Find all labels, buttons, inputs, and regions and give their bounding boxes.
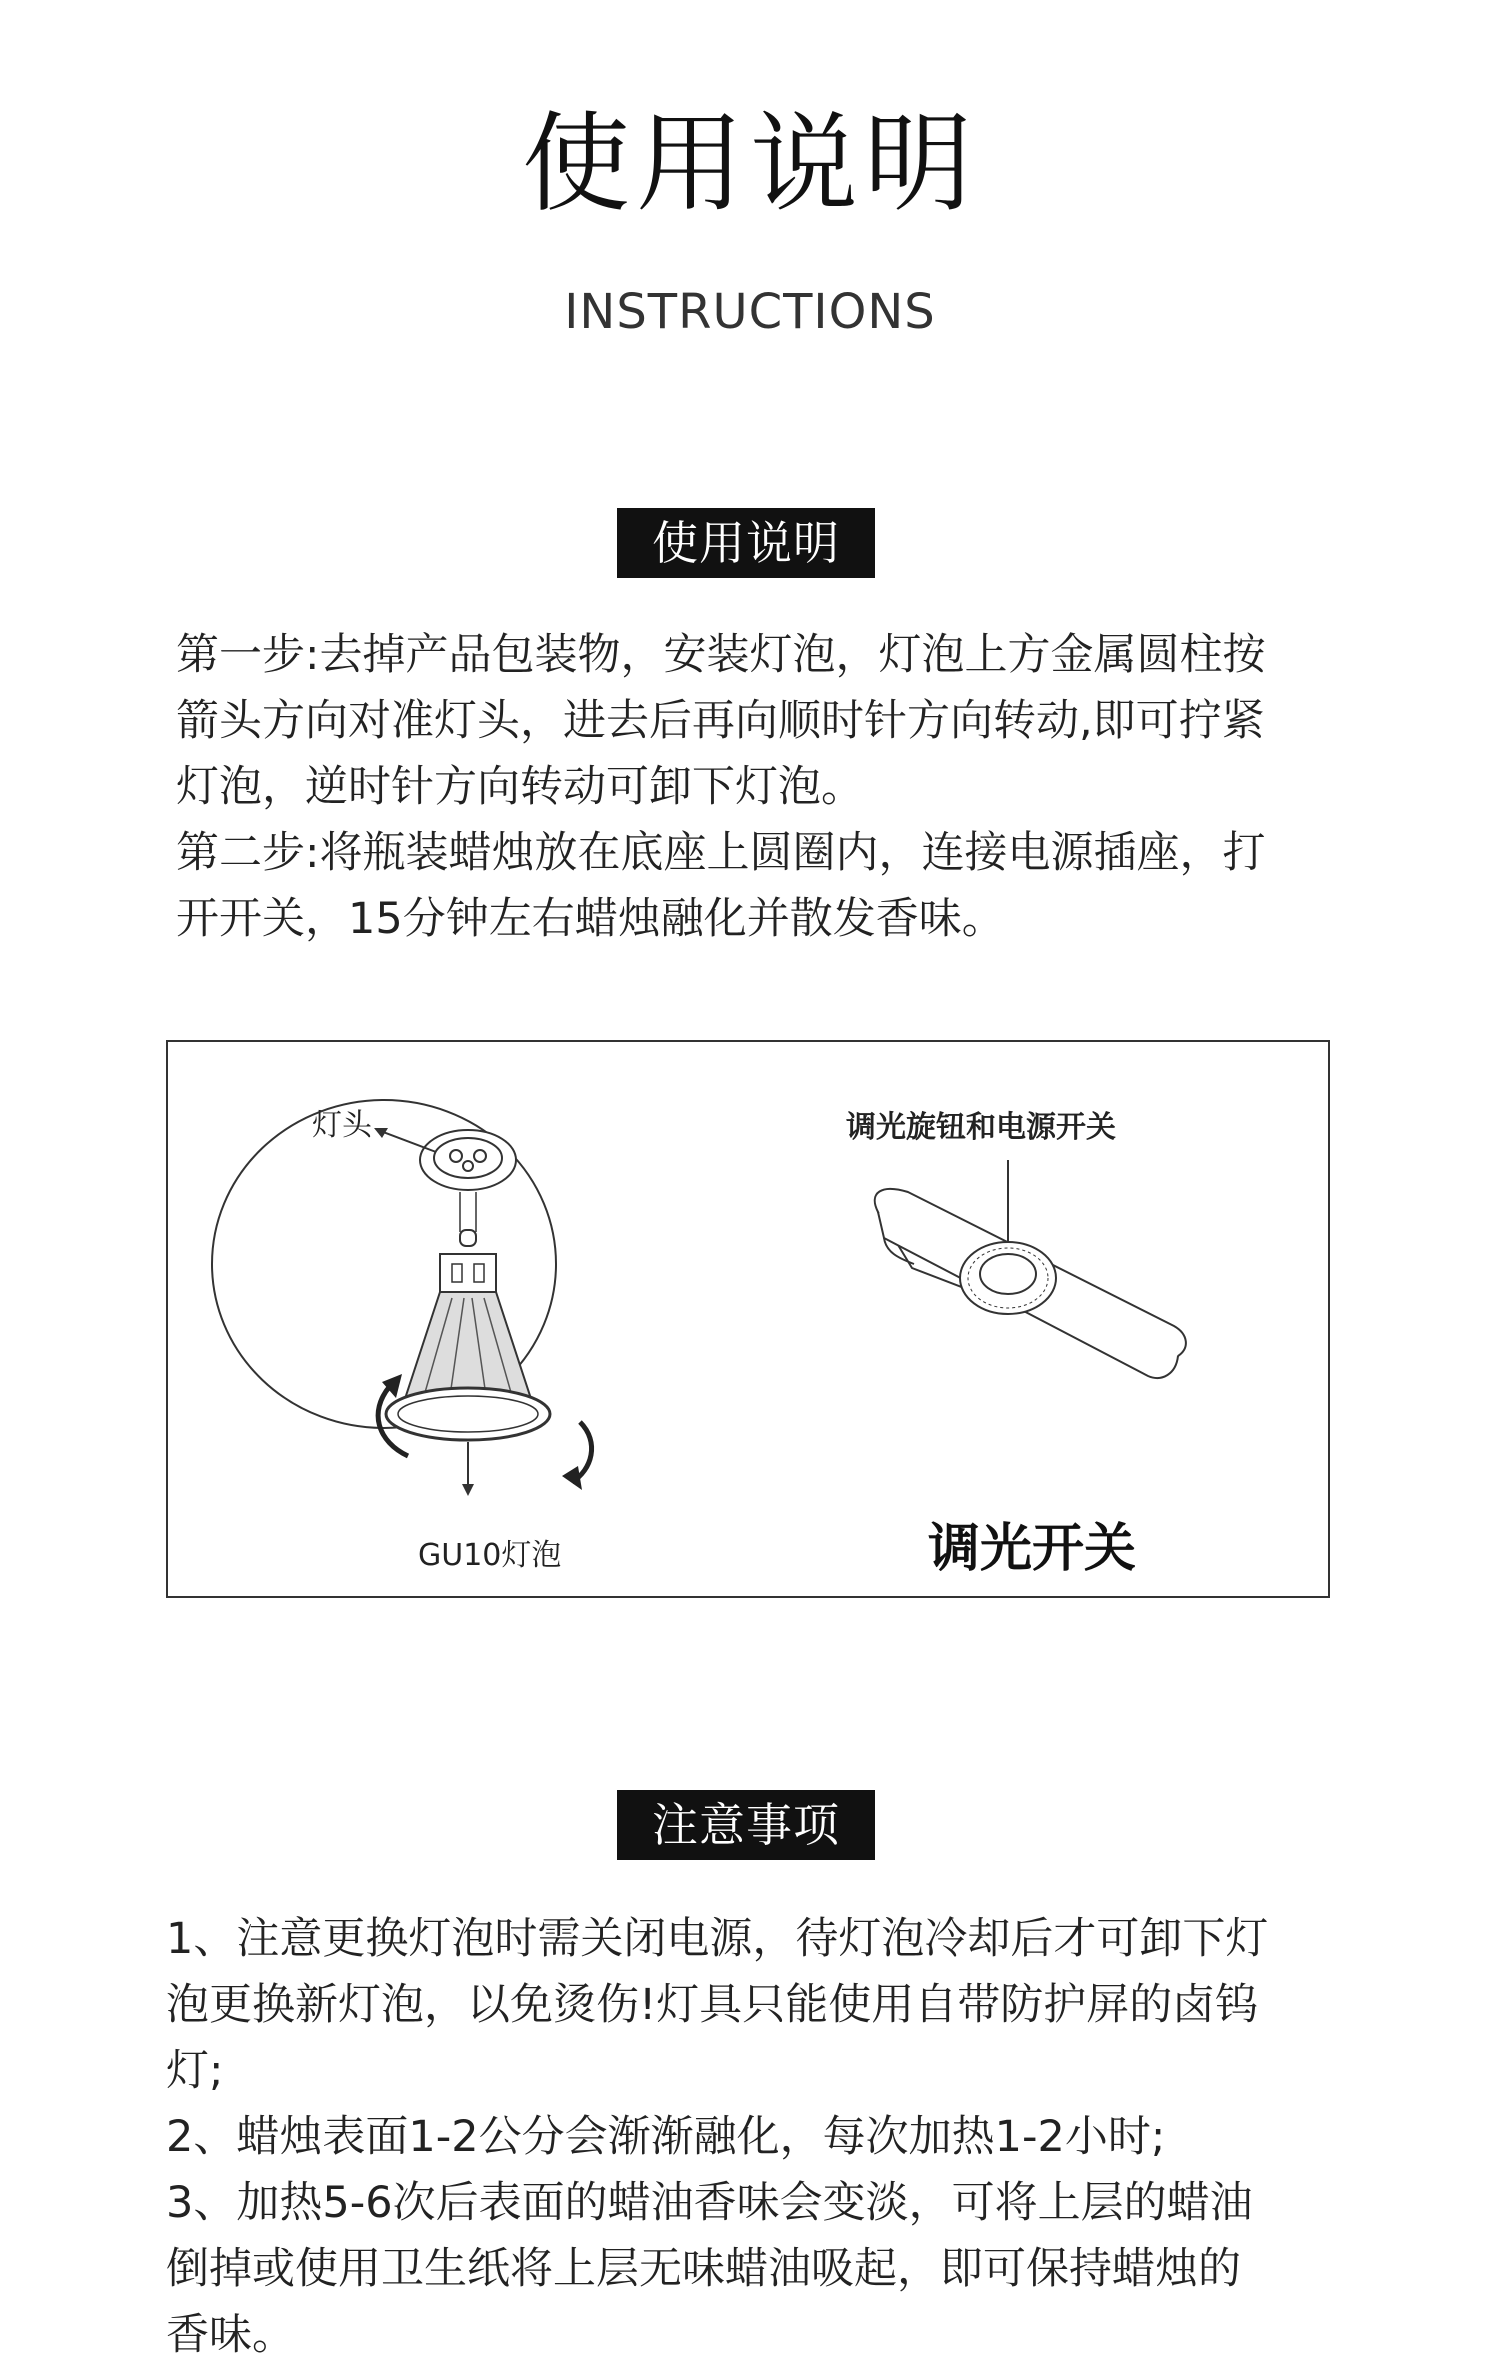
dimmer-switch-icon (875, 1189, 1186, 1378)
lamp-head-label: 灯头 (312, 1108, 372, 1143)
dimmer-switch-caption: 调光开关 (928, 1519, 1137, 1579)
precaution-line: 香味。 (166, 2310, 295, 2360)
section-badge-notes: 注意事项 (617, 1790, 875, 1860)
instruction-line: 箭头方向对准灯头，进去后再向顺时针方向转动,即可拧紧 (176, 696, 1265, 746)
precautions-list (166, 1906, 1346, 2368)
precaution-line: 2、蜡烛表面1-2公分会渐渐融化，每次加热1-2小时; (166, 2112, 1166, 2162)
knob-switch-label: 调光旋钮和电源开关 (846, 1110, 1116, 1145)
precaution-line: 灯; (166, 2046, 224, 2096)
page-title: 使用说明 (521, 102, 978, 227)
precaution-line: 3、加热5-6次后表面的蜡油香味会变淡，可将上层的蜡油 (166, 2178, 1253, 2228)
precaution-line: 1、注意更换灯泡时需关闭电源，待灯泡冷却后才可卸下灯 (166, 1914, 1269, 1964)
instruction-line: 第一步:去掉产品包装物，安装灯泡，灯泡上方金属圆柱按 (176, 630, 1266, 680)
instruction-line: 开开关，15分钟左右蜡烛融化并散发香味。 (176, 894, 1005, 944)
lamp-socket-icon (420, 1130, 516, 1190)
usage-instructions (176, 622, 1336, 952)
section-badge-usage: 使用说明 (617, 508, 875, 578)
precaution-line: 倒掉或使用卫生纸将上层无味蜡油吸起，即可保持蜡烛的 (166, 2244, 1241, 2294)
installation-diagram (166, 1040, 1330, 1598)
instruction-line: 第二步:将瓶装蜡烛放在底座上圆圈内，连接电源插座，打 (176, 828, 1266, 878)
instruction-line: 灯泡，逆时针方向转动可卸下灯泡。 (176, 762, 864, 812)
gu10-bulb-icon (386, 1230, 550, 1440)
bulb-label: GU10灯泡 (418, 1538, 562, 1573)
precaution-line: 泡更换新灯泡，以免烫伤!灯具只能使用自带防护屏的卤钨 (166, 1980, 1259, 2030)
page-subtitle: INSTRUCTIONS (564, 284, 936, 340)
